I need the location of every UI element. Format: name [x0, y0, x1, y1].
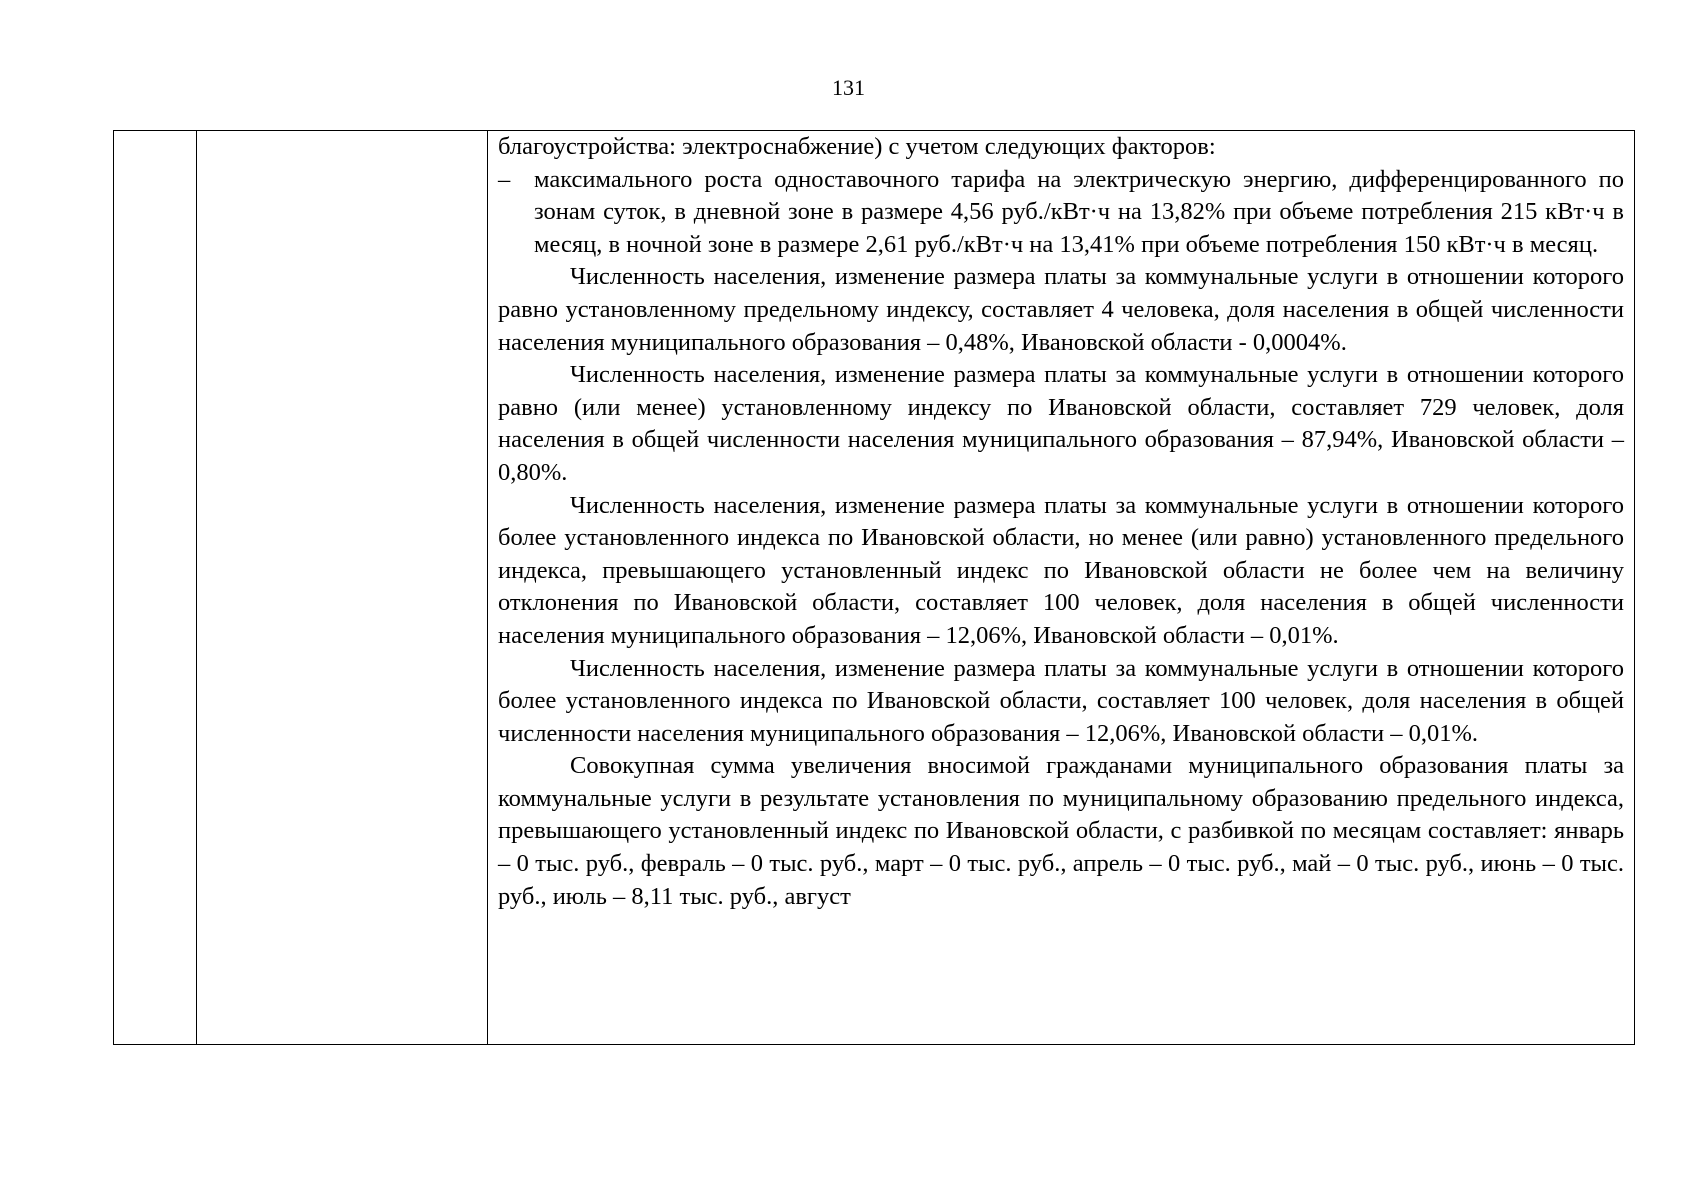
table-cell-text	[488, 131, 1635, 1045]
table-cell-name	[197, 131, 488, 1045]
bullet-item	[498, 164, 1624, 262]
bullet-dash: –	[498, 165, 511, 193]
paragraph: Численность населения, изменение размера платы за коммунальные услуги в отношении которого более установленного индекса по Ивановской области, составляет 100 человек, доля населения в общей численности населения муниципального образования – 12,06%, Ивановской области – 0,01%.	[498, 654, 1624, 747]
document-table	[113, 130, 1635, 1045]
paragraph: Совокупная сумма увеличения вносимой гражданами муниципального образования платы за коммунальные услуги в результате установления по муниципальному образованию предельного индекса, превышающего установленный индекс по Ивановской области, с разбивкой по месяцам составляет: январь – 0 тыс. руб., февраль – 0 тыс. руб., март – 0 тыс. руб., апрель – 0 тыс. руб., май – 0 тыс. руб., июнь – 0 тыс. руб., июль – 8,11 тыс. руб., август	[498, 752, 1624, 910]
table-cell-number	[114, 131, 197, 1045]
paragraph: Численность населения, изменение размера платы за коммунальные услуги в отношении которого более установленного индекса по Ивановской области, но менее (или равно) установленного предельного индекса, превышающего установленный индекс по Ивановской области не более чем на величину отклонения по Ивановской области, составляет 100 человек, доля населения в общей численности населения муниципального образования – 12,06%, Ивановской области – 0,01%.	[498, 491, 1624, 649]
table-row	[114, 131, 1635, 1045]
intro-paragraph: благоустройства: электроснабжение) с учетом следующих факторов:	[498, 133, 1216, 160]
bullet-text: максимального роста одноставочного тарифа на электрическую энергию, дифференцированного по зонам суток, в дневной зоне в размере 4,56 руб./кВт·ч на 13,82% при объеме потребления 215 кВт·ч в месяц, в ночной зоне в размере 2,61 руб./кВт·ч на 13,41% при объеме потребления 150 кВт·ч в месяц.	[534, 165, 1624, 258]
page-number: 131	[832, 75, 865, 100]
paragraph: Численность населения, изменение размера платы за коммунальные услуги в отношении которого равно (или менее) установленному индексу по Ивановской области, составляет 729 человек, доля населения в общей численности населения муниципального образования – 87,94%, Ивановской области – 0,80%.	[498, 361, 1624, 486]
paragraph: Численность населения, изменение размера платы за коммунальные услуги в отношении которого равно установленному предельному индексу, составляет 4 человека, доля населения в общей численности населения муниципального образования – 0,48%, Ивановской области - 0,0004%.	[498, 263, 1624, 356]
